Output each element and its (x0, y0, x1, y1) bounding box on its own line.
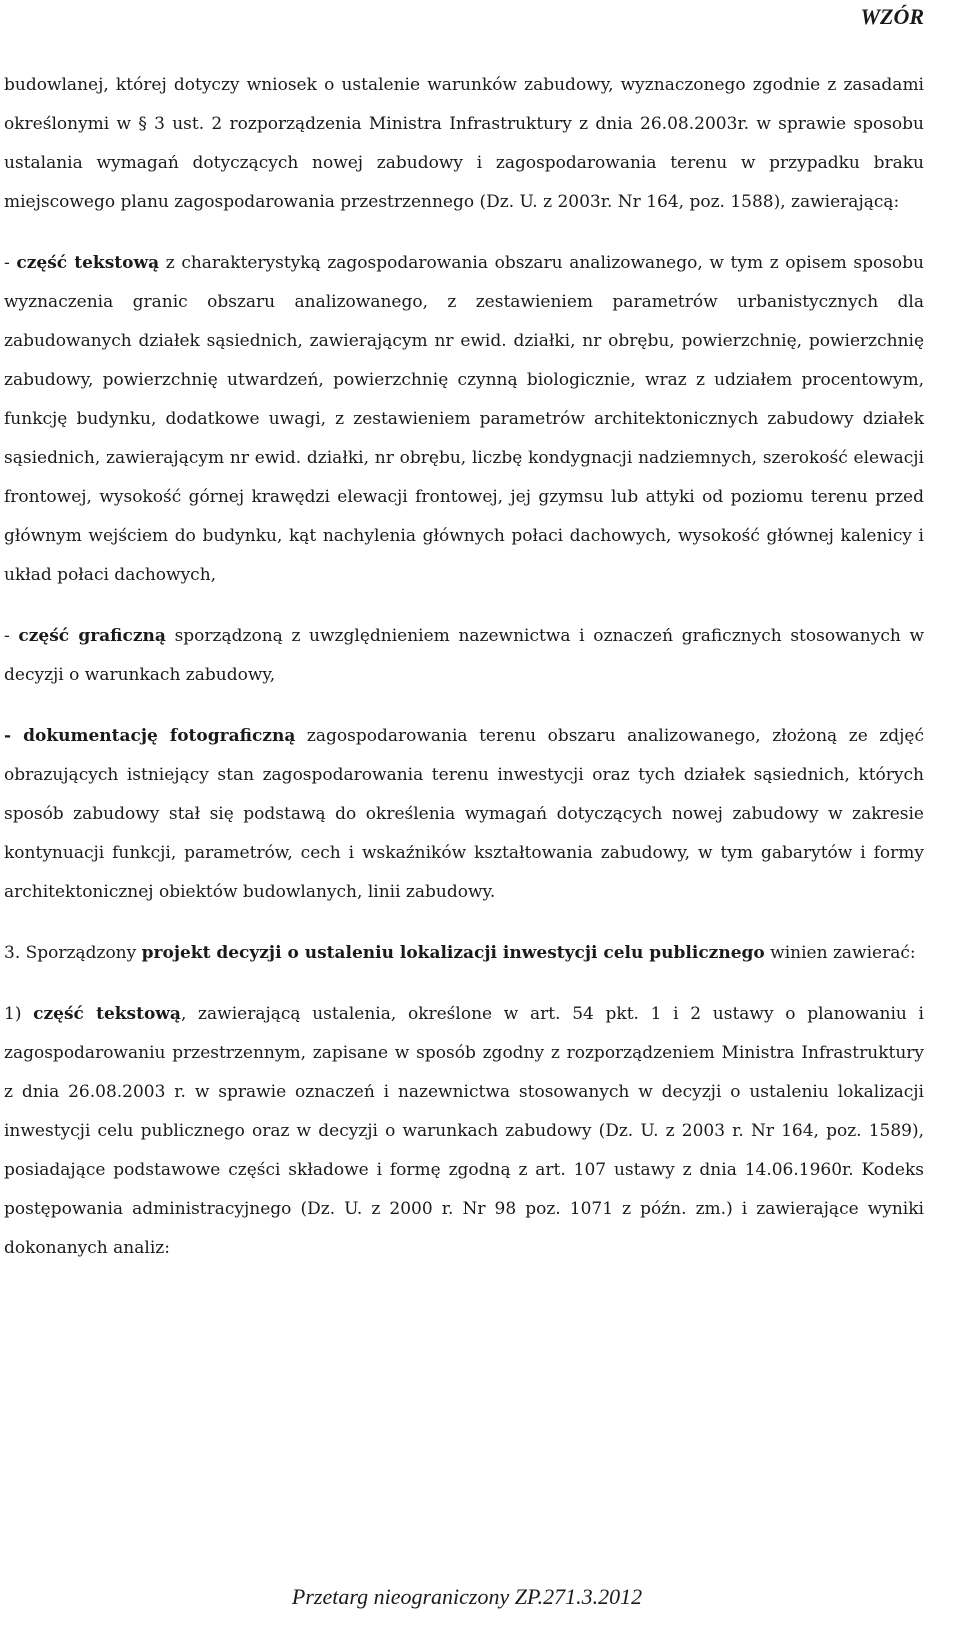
text-segment: 1) (4, 1004, 34, 1024)
bold-term: projekt decyzji o ustaleniu lokalizacji inwestycji celu publicznego (141, 943, 765, 963)
text-segment: winien zawierać: (764, 943, 916, 963)
text-segment: z charakterystyką zagospodarowania obszaru analizowanego, w tym z opisem sposobu wyznaczenia granic obszaru analizowanego, z zestawieniem parametrów urbanistycznych dla zabudowanych działek sąsiednich, zawierającym nr ewid. działki, nr obrębu, powierzchnię, powierzchnię zabudowy, powierzchnię utwardzeń, powierzchnię czynną biologicznie, wraz z udziałem procentowym, funkcję budynku, dodatkowe uwagi, z zestawieniem parametrów architektonicznych zabudowy działek sąsiednich, zawierającym nr ewid. działki, nr obrębu, liczbę kondygnacji nadziemnych, szerokość elewacji frontowej, wysokość górnej krawędzi elewacji frontowej, jej gzymsu lub attyki od poziomu terenu przed głównym wejściem do budynku, kąt nachylenia głównych połaci dachowych, wysokość głównej kalenicy i układ połaci dachowych, (4, 253, 924, 585)
text-segment: 3. Sporządzony (4, 943, 142, 963)
paragraph-section-3 (4, 934, 924, 973)
document-body (4, 66, 924, 1290)
paragraph-item-1 (4, 995, 924, 1268)
bold-term: - dokumentację fotograficzną (4, 726, 296, 746)
text-segment: , zawierającą ustalenia, określone w art. 54 pkt. 1 i 2 ustawy o planowaniu i zagospodarowaniu przestrzennym, zapisane w sposób zgodny z rozporządzeniem Ministra Infrastruktury z dnia 26.08.2003 r. w sprawie oznaczeń i nazewnictwa stosowanych w decyzji o ustaleniu lokalizacji inwestycji celu publicznego oraz w decyzji o warunkach zabudowy (Dz. U. z 2003 r. Nr 164, poz. 1589), posiadające podstawowe części składowe i formę zgodną z art. 107 ustawy z dnia 14.06.1960r. Kodeks postępowania administracyjnego (Dz. U. z 2000 r. Nr 98 poz. 1071 z późn. zm.) i zawierające wyniki dokonanych analiz: (4, 1004, 924, 1258)
text-segment: budowlanej, której dotyczy wniosek o ustalenie warunków zabudowy, wyznaczonego zgodnie z zasadami określonymi w § 3 ust. 2 rozporządzenia Ministra Infrastruktury z dnia 26.08.2003r. w sprawie sposobu ustalania wymagań dotyczących nowej zabudowy i zagospodarowania terenu w przypadku braku miejscowego planu zagospodarowania przestrzennego (Dz. U. z 2003r. Nr 164, poz. 1588), zawierającą: (4, 75, 924, 212)
bold-term: część tekstową (33, 1004, 181, 1024)
bold-term: część graficzną (18, 626, 166, 646)
paragraph-analysis-area (4, 66, 924, 222)
text-segment: - (4, 626, 19, 646)
bold-term: część tekstową (16, 253, 160, 273)
text-segment: zagospodarowania terenu obszaru analizowanego, złożoną ze zdjęć obrazujących istniejący stan zagospodarowania terenu inwestycji oraz tych działek sąsiednich, których sposób zabudowy stał się podstawą do określenia wymagań dotyczących nowej zabudowy w zakresie kontynuacji funkcji, parametrów, cech i wskaźników kształtowania zabudowy, w tym gabarytów i formy architektonicznej obiektów budowlanych, linii zabudowy. (4, 726, 924, 902)
paragraph-text-part (4, 244, 924, 595)
paragraph-graphic-part (4, 617, 924, 695)
text-segment: sporządzoną z uwzględnieniem nazewnictwa i oznaczeń graficznych stosowanych w decyzji o warunkach zabudowy, (4, 626, 924, 685)
text-segment: - (4, 253, 17, 273)
document-watermark-label: WZÓR (860, 4, 924, 29)
paragraph-photo-documentation (4, 717, 924, 912)
footer-reference: Przetarg nieograniczony ZP.271.3.2012 (291, 1584, 643, 1609)
